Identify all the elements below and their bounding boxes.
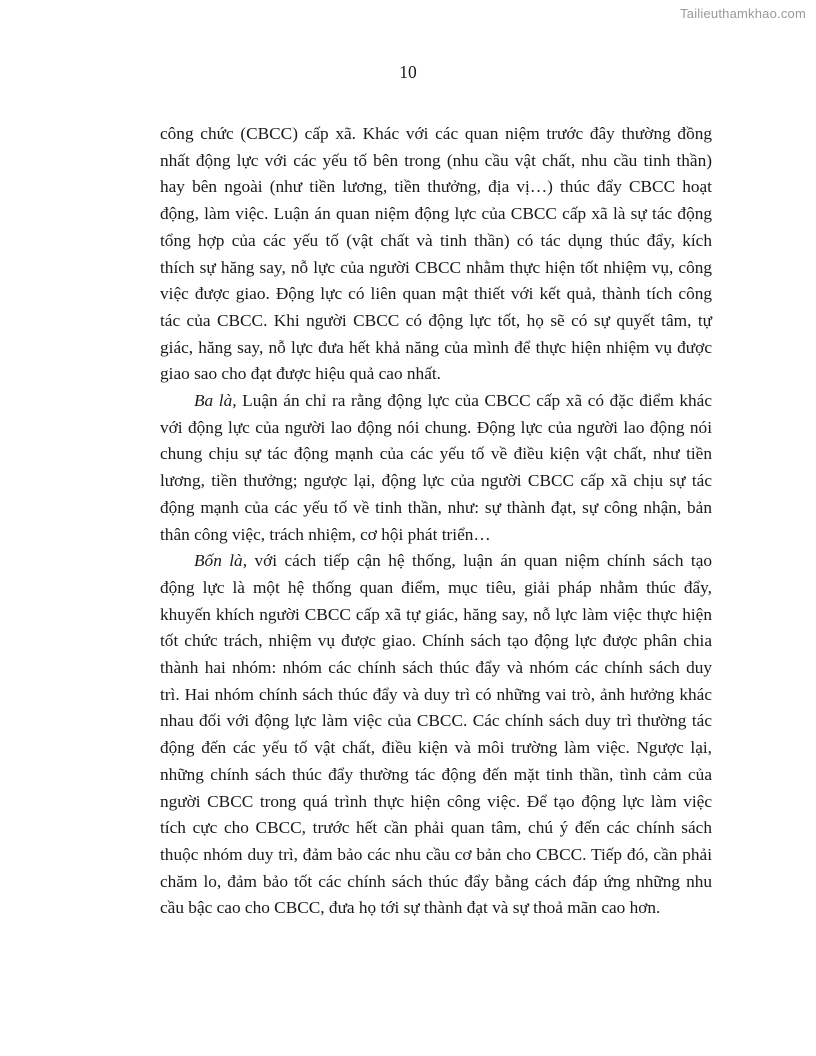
text-line: giao sao cho đạt được hiệu quả cao nhất. [160,364,441,384]
text-line: nhất động lực với các yếu tố bên trong (nhu cầu vật chất, nhu cầu tinh thần) [160,150,712,170]
text-line: những chính sách thúc đẩy thường tác động đến mặt tinh thần, tình cảm của [160,764,712,784]
paragraph-1 [160,121,712,388]
paragraph-lead: Bốn là, [194,551,248,571]
text-line: tốt chức trách, nhiệm vụ được giao. Chính sách tạo động lực được phân chia [160,631,712,651]
text-line: thành hai nhóm: nhóm các chính sách thúc đẩy và nhóm các chính sách duy [160,658,712,678]
body-text [160,121,712,922]
text-line: việc được giao. Động lực có liên quan mật thiết với kết quả, thành tích công [160,284,712,304]
text-line: người CBCC trong quá trình thực hiện công việc. Để tạo động lực làm việc [160,791,712,811]
paragraph-2 [160,388,712,548]
text-line: cầu bậc cao cho CBCC, đưa họ tới sự thành đạt và sự thoả mãn cao hơn. [160,898,661,918]
text-line: trì. Hai nhóm chính sách thúc đẩy và duy trì có những vai trò, ảnh hưởng khác [160,684,712,704]
text-line: động lực là một hệ thống quan điểm, mục tiêu, giải pháp nhằm thúc đẩy, [160,577,712,597]
page-number: 10 [399,62,417,82]
text-line: tác của CBCC. Khi người CBCC có động lực tốt, họ sẽ có sự quyết tâm, tự [160,310,712,330]
text-line: chăm lo, đảm bảo tốt các chính sách thúc đẩy bằng cách đáp ứng những nhu [160,871,712,891]
text-line: động mạnh của các yếu tố về tinh thần, như: sự thành đạt, sự công nhận, bản [160,497,712,517]
text-line: hay bên ngoài (như tiền lương, tiền thưởng, địa vị…) thúc đẩy CBCC hoạt [160,177,712,197]
text-line: khuyến khích người CBCC cấp xã tự giác, hăng say, nỗ lực làm việc thực hiện [160,604,712,624]
text-line: động, làm việc. Luận án quan niệm động lực của CBCC cấp xã là sự tác động [160,204,712,224]
paragraph-lead: Ba là, [194,391,237,411]
text-line-first [160,388,712,415]
text-line: thuộc nhóm duy trì, đảm bảo các nhu cầu cơ bản cho CBCC. Tiếp đó, cần phải [160,844,712,864]
text-line: công chức (CBCC) cấp xã. Khác với các quan niệm trước đây thường đồng [160,124,712,143]
text-line: chung chịu sự tác động mạnh của các yếu tố về điều kiện vật chất, như tiền [160,444,712,464]
paragraph-3 [160,548,712,922]
text-line: lương, tiền thưởng; ngược lại, động lực của người CBCC cấp xã chịu sự tác [160,471,712,491]
text-line: thích sự hăng say, nỗ lực của người CBCC nhằm thực hiện tốt nhiệm vụ, công [160,257,712,277]
text-line: với động lực của người lao động nói chung. Động lực của người lao động nói [160,417,712,437]
text-line: thân công việc, trách nhiệm, cơ hội phát triển… [160,524,491,544]
watermark-text: Tailieuthamkhao.com [680,6,806,21]
text-line: giác, hăng say, nỗ lực đưa hết khả năng của mình để thực hiện nhiệm vụ được [160,337,712,357]
text-line: tích cực cho CBCC, trước hết cần phải quan tâm, chú ý đến các chính sách [160,818,712,838]
text-run: với cách tiếp cận hệ thống, luận án quan niệm chính sách tạo [247,551,713,571]
text-line: tổng hợp của các yếu tố (vật chất và tinh thần) có tác dụng thúc đẩy, kích [160,230,712,250]
text-line: động đến các yếu tố vật chất, điều kiện và môi trường làm việc. Ngược lại, [160,738,712,758]
text-line: nhau đối với động lực làm việc của CBCC. Các chính sách duy trì thường tác [160,711,712,731]
text-line-first [160,548,712,575]
text-run: Luận án chỉ ra rằng động lực của CBCC cấp xã có đặc điểm khác [236,391,712,411]
